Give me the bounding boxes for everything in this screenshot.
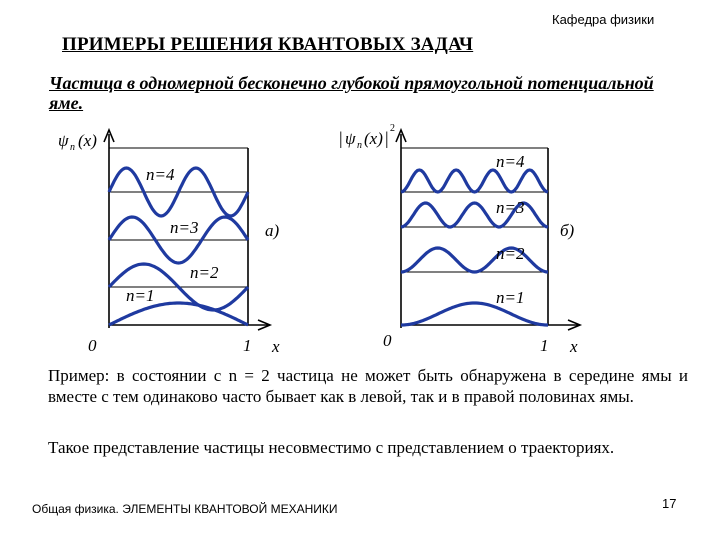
diagram-b-label-n1: n=1 <box>496 288 525 307</box>
page-number: 17 <box>662 496 677 511</box>
department-label: Кафедра физики <box>552 12 655 27</box>
diagram-b-wave-n1 <box>401 303 548 325</box>
page-title: ПРИМЕРЫ РЕШЕНИЯ КВАНТОВЫХ ЗАДАЧ <box>62 34 474 55</box>
diagram-b-wave-n3 <box>401 203 548 227</box>
diagram-a-origin: 0 <box>88 336 97 355</box>
conclusion-paragraph: Такое представление частицы несовместимо с представлением о траекториях. <box>48 438 615 457</box>
diagram-b-wave-n2 <box>401 248 548 272</box>
diagram-a-tag: а) <box>265 221 280 240</box>
diagram-b-x-end: 1 <box>540 336 549 355</box>
diagram-b-label-n4: n=4 <box>496 152 525 171</box>
diagram-b-psi-argument: (x) <box>364 129 383 148</box>
diagram-b-label-n3: n=3 <box>496 198 525 217</box>
diagram-a-label-n4: n=4 <box>146 165 175 184</box>
diagram-b-tag: б) <box>560 221 575 240</box>
diagram-a <box>58 130 280 356</box>
diagram-b-psi-power: 2 <box>390 123 395 134</box>
diagram-a-psi-symbol: ψ <box>58 131 69 150</box>
footer-course: Общая физика. ЭЛЕМЕНТЫ КВАНТОВОЙ МЕХАНИКИ <box>32 502 338 516</box>
diagram-a-psi-subscript: n <box>70 142 75 153</box>
diagram-a-label-n3: n=3 <box>170 218 199 237</box>
diagram-a-x-label: x <box>272 337 280 356</box>
diagram-a-x-end: 1 <box>243 336 252 355</box>
diagram-b-psi-symbol: ψ <box>345 129 356 148</box>
diagram-a-label-n1: n=1 <box>126 286 155 305</box>
diagram-b-label-n2: n=2 <box>496 244 525 263</box>
diagram-b-bar-right: | <box>385 128 389 148</box>
example-paragraph: Пример: в состоянии с n = 2 частица не может быть обнаружена в середине ямы и вместе с тем одинаково часто бывает как в левой, так и в правой половинах ямы. <box>48 366 688 406</box>
diagram-b-origin: 0 <box>383 331 392 350</box>
diagram-b-psi-subscript: n <box>357 140 362 151</box>
diagram-a-psi-argument: (x) <box>78 131 97 150</box>
diagram-b-x-label: x <box>570 337 578 356</box>
subtitle: Частица в одномерной бесконечно глубокой прямоугольной потенциальной яме. <box>49 73 654 113</box>
diagram-b-bar-left: | <box>339 128 343 148</box>
diagram-b <box>339 123 580 356</box>
diagram-a-label-n2: n=2 <box>190 263 219 282</box>
diagram-b-wave-n4 <box>401 170 548 192</box>
